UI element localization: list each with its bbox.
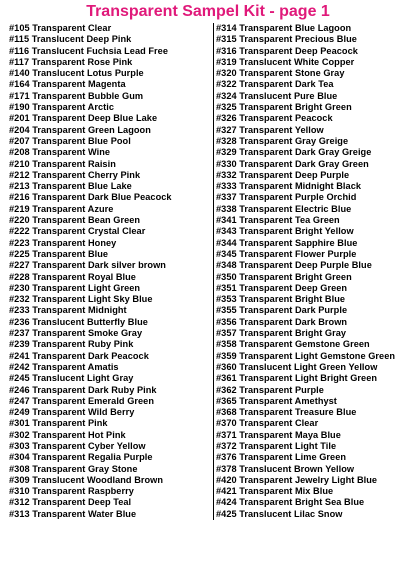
color-list-item: #358 Transparent Gemstone Green bbox=[216, 339, 370, 350]
color-list-item: #239 Transparent Ruby Pink bbox=[9, 339, 134, 350]
color-list-item: #303 Transparent Cyber Yellow bbox=[9, 440, 146, 451]
color-list-item: #359 Transparent Light Gemstone Green bbox=[216, 350, 396, 361]
color-list-item: #353 Transparent Bright Blue bbox=[216, 294, 346, 305]
color-list-item: #327 Transparent Yellow bbox=[216, 124, 324, 135]
color-list-item: #372 Transparent Light Tile bbox=[216, 440, 337, 451]
color-list-item: #326 Transparent Peacock bbox=[216, 113, 333, 124]
color-list-item: #370 Transparent Clear bbox=[216, 418, 319, 429]
color-list-item: #220 Transparent Bean Green bbox=[9, 215, 141, 226]
color-list-item: #236 Translucent Butterfly Blue bbox=[9, 316, 148, 327]
color-list-item: #343 Transparent Bright Yellow bbox=[216, 226, 354, 237]
color-list-item: #421 Transparent Mix Blue bbox=[216, 486, 334, 497]
color-list-item: #308 Transparent Gray Stone bbox=[9, 463, 138, 474]
color-list-item: #357 Transparent Bright Gray bbox=[216, 328, 347, 339]
color-list-item: #348 Transparent Deep Purple Blue bbox=[216, 260, 372, 271]
color-list-item: #355 Transparent Dark Purple bbox=[216, 305, 348, 316]
color-list-item: #207 Transparent Blue Pool bbox=[9, 135, 131, 146]
color-list-item: #246 Transparent Dark Ruby Pink bbox=[9, 384, 157, 395]
color-list-item: #208 Transparent Wine bbox=[9, 147, 111, 158]
color-list-item: #241 Transparent Dark Peacock bbox=[9, 350, 149, 361]
color-list-item: #204 Transparent Green Lagoon bbox=[9, 124, 151, 135]
color-list-item: #319 Translucent White Copper bbox=[216, 56, 355, 67]
color-list-item: #232 Transparent Light Sky Blue bbox=[9, 294, 153, 305]
color-list-item: #320 Transparent Stone Gray bbox=[216, 68, 345, 79]
color-list-item: #228 Transparent Royal Blue bbox=[9, 271, 136, 282]
color-list-item: #338 Transparent Electric Blue bbox=[216, 203, 352, 214]
color-list-item: #362 Transparent Purple bbox=[216, 384, 324, 395]
color-list-item: #223 Transparent Honey bbox=[9, 237, 117, 248]
color-list-item: #332 Transparent Deep Purple bbox=[216, 169, 350, 180]
color-list-item: #345 Transparent Flower Purple bbox=[216, 248, 357, 259]
color-list-item: #365 Transparent Amethyst bbox=[216, 395, 337, 406]
color-list-item: #341 Transparent Tea Green bbox=[216, 215, 340, 226]
color-list-item: #233 Transparent Midnight bbox=[9, 305, 127, 316]
color-list-item: #249 Transparent Wild Berry bbox=[9, 407, 135, 418]
color-list-item: #225 Transparent Blue bbox=[9, 248, 109, 259]
color-list-item: #247 Transparent Emerald Green bbox=[9, 395, 154, 406]
color-list-item: #328 Transparent Gray Greige bbox=[216, 135, 349, 146]
color-list-item: #213 Transparent Blue Lake bbox=[9, 181, 132, 192]
color-list-item: #314 Transparent Blue Lagoon bbox=[216, 23, 352, 33]
color-list-item: #350 Transparent Bright Green bbox=[216, 271, 352, 282]
color-list-item: #371 Transparent Maya Blue bbox=[216, 429, 341, 440]
color-list-item: #420 Transparent Jewelry Light Blue bbox=[216, 474, 378, 485]
color-list-item: #237 Transparent Smoke Gray bbox=[9, 328, 143, 339]
color-list-item: #301 Transparent Pink bbox=[9, 418, 108, 429]
color-list-item: #210 Transparent Raisin bbox=[9, 158, 116, 169]
color-list-item: #302 Transparent Hot Pink bbox=[9, 429, 126, 440]
color-list-item: #351 Transparent Deep Green bbox=[216, 282, 348, 293]
color-list-item: #324 Translucent Pure Blue bbox=[216, 90, 338, 101]
color-list-item: #164 Transparent Magenta bbox=[9, 79, 126, 90]
color-list-item: #329 Transparent Dark Gray Greige bbox=[216, 147, 372, 158]
color-list-item: #105 Transparent Clear bbox=[9, 23, 112, 33]
color-list-item: #171 Transparent Bubble Gum bbox=[9, 90, 144, 101]
color-list-item: #309 Translucent Woodland Brown bbox=[9, 474, 164, 485]
color-list-item: #201 Transparent Deep Blue Lake bbox=[9, 113, 158, 124]
color-list-item: #245 Translucent Light Gray bbox=[9, 373, 134, 384]
color-list-item: #378 Translucent Brown Yellow bbox=[216, 463, 355, 474]
color-list-item: #242 Transparent Amatis bbox=[9, 361, 119, 372]
color-list-item: #316 Transparent Deep Peacock bbox=[216, 45, 358, 56]
color-list-item: #337 Transparent Purple Orchid bbox=[216, 192, 357, 203]
color-list-item: #313 Transparent Water Blue bbox=[9, 508, 137, 519]
color-list-item: #312 Transparent Deep Teal bbox=[9, 497, 132, 508]
color-list-item: #368 Transparent Treasure Blue bbox=[216, 407, 357, 418]
color-list-item: #212 Transparent Cherry Pink bbox=[9, 169, 141, 180]
color-list-item: #333 Transparent Midnight Black bbox=[216, 181, 362, 192]
color-list-item: #424 Transparent Bright Sea Blue bbox=[216, 497, 365, 508]
color-list-item: #304 Transparent Regalia Purple bbox=[9, 452, 153, 463]
color-list-item: #325 Transparent Bright Green bbox=[216, 102, 352, 113]
color-list-item: #344 Transparent Sapphire Blue bbox=[216, 237, 358, 248]
color-list-item: #315 Transparent Precious Blue bbox=[216, 34, 357, 45]
color-list-item: #216 Transparent Dark Blue Peacock bbox=[9, 192, 172, 203]
color-list-item: #376 Transparent Lime Green bbox=[216, 452, 347, 463]
color-list-item: #360 Translucent Light Green Yellow bbox=[216, 361, 378, 372]
color-list-item: #356 Transparent Dark Brown bbox=[216, 316, 348, 327]
color-list-item: #227 Transparent Dark silver brown bbox=[9, 260, 166, 271]
color-list-item: #219 Transparent Azure bbox=[9, 203, 114, 214]
color-list-item: #117 Transparent Rose Pink bbox=[9, 56, 133, 67]
left-color-list bbox=[9, 23, 209, 520]
color-list-item: #140 Translucent Lotus Purple bbox=[9, 68, 144, 79]
color-list-item: #425 Translucent Lilac Snow bbox=[216, 508, 343, 519]
right-color-list bbox=[213, 23, 416, 520]
color-list-item: #222 Transparent Crystal Clear bbox=[9, 226, 146, 237]
color-list-item: #330 Transparent Dark Gray Green bbox=[216, 158, 369, 169]
color-list-item: #361 Transparent Light Bright Green bbox=[216, 373, 378, 384]
color-list-item: #115 Translucent Deep Pink bbox=[9, 34, 132, 45]
color-list-item: #230 Transparent Light Green bbox=[9, 282, 141, 293]
color-list-item: #310 Transparent Raspberry bbox=[9, 486, 134, 497]
page-title: Transparent Sampel Kit - page 1 bbox=[86, 3, 330, 20]
color-list-item: #116 Translucent Fuchsia Lead Free bbox=[9, 45, 168, 56]
color-list-item: #322 Transparent Dark Tea bbox=[216, 79, 334, 90]
color-list-item: #190 Transparent Arctic bbox=[9, 102, 114, 113]
